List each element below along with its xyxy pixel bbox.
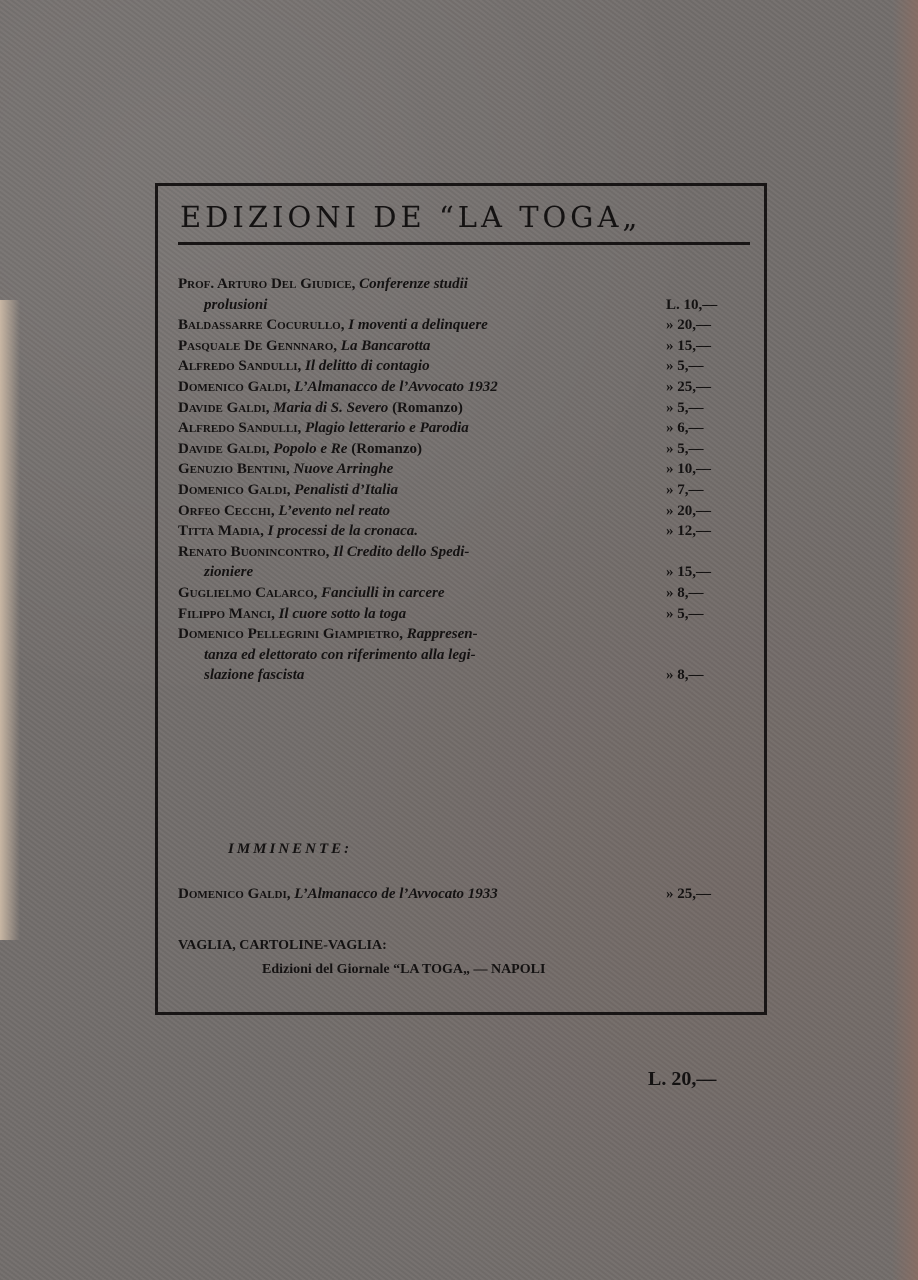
entry-note: (Romanzo): [392, 399, 463, 416]
catalog-entry: [178, 398, 754, 419]
imminente-label: IMMINENTE:: [228, 841, 353, 857]
entry-title-continued: prolusioni: [204, 296, 268, 313]
entry-line: [178, 336, 754, 357]
entry-title: L’Almanacco de l’Avvocato 1932: [294, 378, 498, 395]
entry-line: [178, 274, 754, 295]
entry-line: [178, 315, 754, 336]
entry-price: » 8,—: [666, 667, 704, 684]
catalog-title: EDIZIONI DE “LA TOGA„: [180, 200, 642, 234]
entry-price: » 20,—: [666, 317, 711, 334]
entry-author: Genuzio Bentini,: [178, 461, 290, 478]
catalog-entries: [178, 274, 754, 686]
catalog-entry: [178, 604, 754, 625]
entry-line: [178, 665, 754, 686]
entry-line: [178, 418, 754, 439]
entry-title: L’evento nel reato: [278, 502, 391, 519]
worn-left-edge: [0, 300, 20, 940]
entry-title: I processi de la cronaca.: [267, 523, 419, 540]
vaglia-label: VAGLIA, CARTOLINE-VAGLIA:: [178, 938, 387, 953]
entry-author: Guglielmo Calarco,: [178, 584, 318, 601]
entry-line: [178, 521, 754, 542]
entry-title: I moventi a delinquere: [348, 317, 488, 334]
entry-author: Baldassarre Cocurullo,: [178, 317, 345, 334]
catalog-entry: [178, 377, 754, 398]
entry-line: [178, 501, 754, 522]
catalog-entry: [178, 459, 754, 480]
entry-line: [178, 480, 754, 501]
catalog-entry: [178, 274, 754, 315]
entry-line: [178, 542, 754, 563]
entry-price: » 5,—: [666, 399, 704, 416]
entry-price: » 20,—: [666, 502, 711, 519]
entry-line: [178, 624, 754, 645]
entry-note: (Romanzo): [351, 440, 423, 457]
entry-price: » 25,—: [666, 378, 711, 395]
entry-line: [178, 439, 754, 460]
catalog-entry: [178, 418, 754, 439]
entry-author: Domenico Galdi,: [178, 378, 291, 395]
entry-line: [178, 645, 754, 666]
catalog-frame: [155, 183, 767, 1015]
entry-title: Plagio letterario e Parodia: [305, 420, 469, 437]
entry-line: [178, 356, 754, 377]
catalog-entry: [178, 480, 754, 501]
entry-title: Il Credito dello Spedi-: [333, 543, 470, 560]
entry-line: [178, 604, 754, 625]
entry-line: [178, 377, 754, 398]
entry-price: » 5,—: [666, 358, 704, 375]
title-rule: [178, 242, 750, 245]
entry-line: [178, 583, 754, 604]
entry-line: [178, 295, 754, 316]
entry-title: Rappresen-: [406, 626, 478, 643]
worn-right-edge: [892, 0, 918, 1280]
catalog-entry: [178, 315, 754, 336]
entry-author: Davide Galdi,: [178, 440, 270, 457]
entry-author: Pasquale De Gennnaro,: [178, 337, 338, 354]
catalog-entry: [178, 439, 754, 460]
entry-line: [178, 398, 754, 419]
entry-title-continued: tanza ed elettorato con riferimento alla legi-: [204, 646, 476, 663]
entry-price: » 5,—: [666, 440, 704, 457]
entry-title: Il cuore sotto la toga: [278, 605, 407, 622]
entry-title: Maria di S. Severo: [273, 399, 389, 416]
entry-price: » 5,—: [666, 605, 704, 622]
publisher-line: Edizioni del Giornale “LA TOGA„ — NAPOLI: [262, 962, 546, 977]
entry-title: Nuove Arringhe: [293, 461, 394, 478]
entry-title: Conferenze studii: [359, 276, 468, 292]
catalog-entry: [178, 356, 754, 377]
entry-price: » 12,—: [666, 523, 711, 540]
entry-price: » 6,—: [666, 420, 704, 437]
entry-author: Davide Galdi,: [178, 399, 270, 416]
entry-author: Renato Buonincontro,: [178, 543, 330, 560]
entry-price: » 8,—: [666, 584, 704, 601]
entry-author: Alfredo Sandulli,: [178, 358, 302, 375]
catalog-entry: [178, 501, 754, 522]
entry-price: » 15,—: [666, 337, 711, 354]
entry-title: Popolo e Re: [273, 440, 348, 457]
entry-price: » 25,—: [666, 886, 711, 902]
cover-price: L. 20,—: [648, 1068, 717, 1090]
entry-line: [178, 562, 754, 583]
entry-author: Alfredo Sandulli,: [178, 420, 302, 437]
entry-title: L’Almanacco de l’Avvocato 1933: [294, 886, 498, 902]
entry-author: Titta Madia,: [178, 523, 264, 540]
catalog-entry: [178, 521, 754, 542]
entry-author: Domenico Pellegrini Giampietro,: [178, 626, 404, 643]
entry-line: [178, 459, 754, 480]
entry-price: » 7,—: [666, 481, 704, 498]
entry-author: Domenico Galdi,: [178, 481, 291, 498]
entry-title-continued: slazione fascista: [204, 667, 305, 684]
catalog-entry: [178, 542, 754, 583]
entry-author: Filippo Manci,: [178, 605, 275, 622]
entry-title: Il delitto di contagio: [305, 358, 430, 375]
entry-price: » 15,—: [666, 564, 711, 581]
entry-title: Penalisti d’Italia: [294, 481, 399, 498]
catalog-entry: [178, 583, 754, 604]
entry-title: La Bancarotta: [340, 337, 431, 354]
entry-author: Prof. Arturo Del Giudice,: [178, 276, 356, 292]
entry-price: L. 10,—: [666, 296, 718, 313]
entry-author: Domenico Galdi,: [178, 886, 291, 902]
entry-author: Orfeo Cecchi,: [178, 502, 275, 519]
entry-title: Fanciulli in carcere: [321, 584, 445, 601]
catalog-entry: [178, 624, 754, 686]
entry-price: » 10,—: [666, 461, 711, 478]
catalog-entry: [178, 336, 754, 357]
imminente-entry: [178, 886, 754, 907]
entry-title-continued: zioniere: [204, 564, 254, 581]
